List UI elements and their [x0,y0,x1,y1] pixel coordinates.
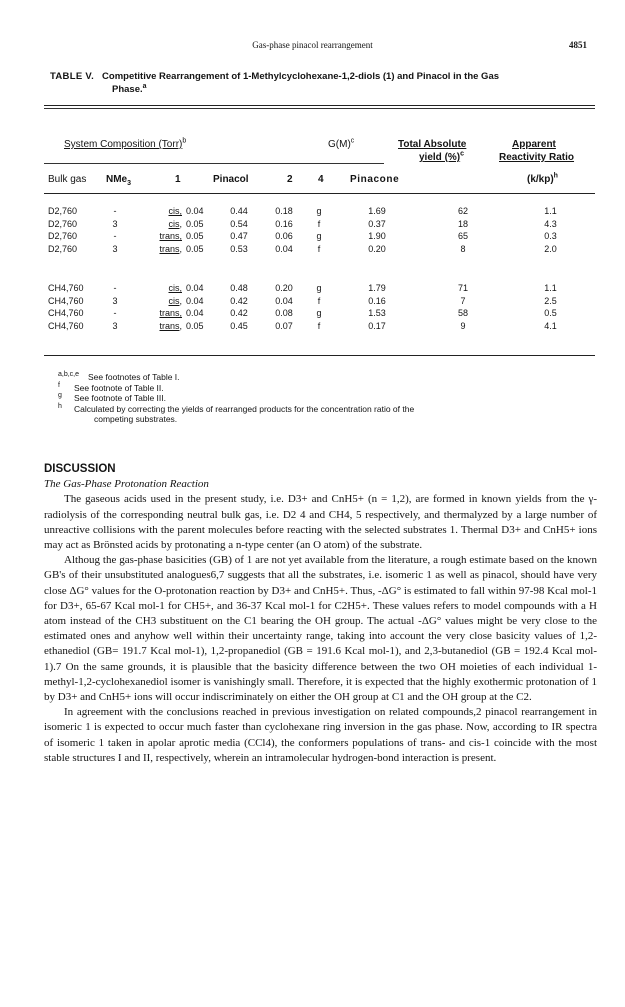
ratio-cell: 1.1 [544,206,557,216]
substrate-1-cell: 0.05 [186,243,204,254]
nme3-cell: - [113,231,117,241]
bulk-gas-cell: D2,760 [48,218,78,229]
data-table-ch4 [44,282,595,332]
footnote-h: h Calculated by correcting the yields of rearranged products for the concentration ratio of the competing substrates. [58,402,415,424]
product-4-cell: f [317,295,321,306]
header-reactivity-ratio: Reactivity Ratio [499,152,575,163]
product-2-cell: 0.18 [275,206,293,216]
bulk-gas-cell: CH4,760 [48,320,84,331]
ratio-cell: 0.5 [544,308,557,318]
pinacol-cell: 0.47 [230,231,248,241]
pinacone-cell: 1.90 [368,231,386,241]
pinacone-cell: 0.16 [368,295,386,306]
paragraph-3: In agreement with the conclusions reached in previous investigation on related compounds,2 pinacol rearrangement in isomeric 1 is expected to occur much faster than cyclohexane ring inversion in the gas phase. Now, according to IR spectra of isomeric 1 taken in apolar aprotic media (CCl4), the conformers populations of trans- and cis-1 coincide with the most stable structures I and II, respectively, wherein an intramolecular hydrogen-bond interaction is present. [44,706,597,764]
product-4-cell: g [316,231,322,241]
nme3-cell: - [113,206,117,216]
isomer-cell: cis, [168,295,182,306]
table-top-rule-2 [44,108,595,109]
table-caption-line1: Competitive Rearrangement of 1-Methylcyclohexane-1,2-diols (1) and Pinacol in the Gas [102,71,500,82]
pinacone-cell: 0.37 [368,218,386,229]
ratio-cell: 2.0 [544,243,557,254]
product-4-cell: f [317,218,321,229]
pinacone-cell: 1.69 [368,206,386,216]
table-row [44,205,595,218]
table-footnotes [58,372,558,425]
pinacone-cell: 0.17 [368,320,386,331]
header-col-2: 2 [287,174,293,185]
product-2-cell: 0.04 [275,295,293,306]
product-2-cell: 0.04 [275,243,293,254]
table-caption: TABLE V. Competitive Rearrangement of 1-Methylcyclohexane-1,2-diols (1) and Pinacol in the Gas Phase.$^a$ [50,71,500,95]
table-row [44,282,595,295]
substrate-1-cell: 0.05 [186,218,204,229]
isomer-cell: cis, [168,206,182,216]
substrate-1-cell: 0.04 [186,283,204,293]
yield-cell: 62 [457,206,468,216]
yield-cell: 58 [457,308,468,318]
ratio-cell: 2.5 [544,295,557,306]
yield-cell: 9 [460,320,466,331]
yield-cell: 71 [457,283,468,293]
table-row [44,307,595,320]
header-subrule [44,163,384,164]
header-system-composition: System Composition (Torr)$^b$ [64,137,187,150]
product-2-cell: 0.08 [275,308,293,318]
bulk-gas-cell: CH4,760 [48,283,84,293]
table-row [44,218,595,231]
header-col-1: 1 [175,174,181,185]
nme3-cell: 3 [112,218,118,229]
substrate-1-cell: 0.05 [186,320,204,331]
nme3-cell: 3 [112,295,118,306]
product-4-cell: f [317,320,321,331]
product-4-cell: g [316,308,322,318]
table-caption-line2: Phase. [112,84,143,95]
product-4-cell: g [316,283,322,293]
paragraph-2: Althoug the gas-phase basicities (GB) of 1 are not yet available from the literature, a rough estimate based on the known GB's of their unsubstituted analogues6,7 suggests that all the substrates, i.e. isomeric 1 as well as pinacol, should have very close ΔG° values for the O-protonation reaction by D3+ and CnH5+. Thus, -ΔG° is estimated to fall within 97-98 Kcal mol-1 for D3+, 65-67 Kcal mol-1 for CH5+, and 36-37 Kcal mol-1 for C2H5+. These values refers to model compounds with a H atom instead of the CH3 substituent on the C1 bearing the OH group. The actual -ΔG° values might be very close to the estimated ones and anyhow well within their uncertainty range, taking into account the very close basicity values of 1,2-ethanediol (GB= 191.7 Kcal mol-1), 1,2-propanediol (GB = 191.6 Kcal mol-1), and 2,3-butanediol (GB = 192.4 Kcal mol-1).7 On the same grounds, it is plausible that the basicity difference between the two OH moieties of each individual 1-methyl-1,2-cyclohexanediol isomer is vanishingly small. Therefore, it is expected that the highly exothermic protonation of 1 by D3+ and CnH5+ ions will occur indiscriminately on either the OH group at C1 and the OH group at the C2. [44,554,597,704]
substrate-1-cell: 0.04 [186,295,204,306]
pinacol-cell: 0.53 [230,243,248,254]
pinacol-cell: 0.44 [230,206,248,216]
header-gm: $G(M)^c$ [328,137,355,150]
nme3-cell: - [113,283,117,293]
isomer-cell: trans, [159,243,182,254]
data-table-d2 [44,205,595,255]
bulk-gas-cell: CH4,760 [48,295,84,306]
ratio-cell: 0.3 [544,231,557,241]
page-number: 4851 [569,40,587,50]
nme3-cell: - [113,308,117,318]
table-bottom-rule [44,355,595,356]
pinacone-cell: 1.53 [368,308,386,318]
discussion-section [44,462,597,766]
pinacol-cell: 0.42 [230,308,248,318]
header-pinacone: Pinacone [350,174,400,185]
header-yield: yield (%)$^c$ [419,150,465,163]
product-2-cell: 0.06 [275,231,293,241]
table-row [44,320,595,333]
yield-cell: 65 [457,231,468,241]
nme3-cell: 3 [112,320,118,331]
pinacol-cell: 0.48 [230,283,248,293]
header-bottom-rule [44,193,595,194]
header-apparent: Apparent [512,139,556,150]
subsection-title: The Gas-Phase Protonation Reaction [44,478,209,491]
bulk-gas-cell: D2,760 [48,243,78,254]
ratio-cell: 4.1 [544,320,557,331]
pinacol-cell: 0.45 [230,320,248,331]
table-label: TABLE V. [50,71,95,82]
isomer-cell: cis, [168,283,182,293]
table-row [44,295,595,308]
bulk-gas-cell: D2,760 [48,231,78,241]
footnote-f: f See footnote of Table II. [58,381,164,393]
substrate-1-cell: 0.04 [186,308,204,318]
substrate-1-cell: 0.04 [186,206,204,216]
table-top-rule [44,105,595,106]
nme3-cell: 3 [112,243,118,254]
header-ratio-unit: $(k/kp)^h$ [527,172,558,185]
product-2-cell: 0.20 [275,283,293,293]
header-nme3: NMe$_3$ [106,174,132,187]
pinacone-cell: 0.20 [368,243,386,254]
header-col-4: 4 [318,174,324,185]
running-head-title: Gas-phase pinacol rearrangement [252,40,373,50]
isomer-cell: cis, [168,218,182,229]
header-total-absolute: Total Absolute [398,139,467,150]
pinacone-cell: 1.79 [368,283,386,293]
footnote-abce: a,b,c,e See footnotes of Table I. [58,371,180,382]
yield-cell: 8 [460,243,466,254]
pinacol-cell: 0.54 [230,218,248,229]
bulk-gas-cell: D2,760 [48,206,78,216]
yield-cell: 7 [460,295,466,306]
paragraph-1: The gaseous acids used in the present study, i.e. D3+ and CnH5+ (n = 1,2), are formed in known yields from the γ-radiolysis of the corresponding neutral bulk gas, i.e. D2 4 and CH4, 5 respectively, and thermalyzed by a large number of unreactive collisions with the parent molecules before reacting with the selected substrates 1. Thermal D3+ and CnH5+ ions may act as Brönsted acids by protonating a n-type center (an O atom) of the substrate. [44,493,597,552]
product-4-cell: f [317,243,321,254]
pinacol-cell: 0.42 [230,295,248,306]
product-2-cell: 0.16 [275,218,293,229]
ratio-cell: 4.3 [544,218,557,229]
table-row [44,230,595,243]
section-title: DISCUSSION [44,463,116,475]
header-bulk-gas: Bulk gas [48,174,87,185]
bulk-gas-cell: CH4,760 [48,308,84,318]
yield-cell: 18 [457,218,468,229]
product-4-cell: g [316,206,322,216]
isomer-cell: trans, [159,320,182,331]
table-row [44,243,595,256]
isomer-cell: trans, [159,231,182,241]
isomer-cell: trans, [159,308,182,318]
substrate-1-cell: 0.05 [186,231,204,241]
header-pinacol: Pinacol [213,174,249,185]
ratio-cell: 1.1 [544,283,557,293]
product-2-cell: 0.07 [275,320,293,331]
footnote-g: g See footnote of Table III. [58,392,166,403]
